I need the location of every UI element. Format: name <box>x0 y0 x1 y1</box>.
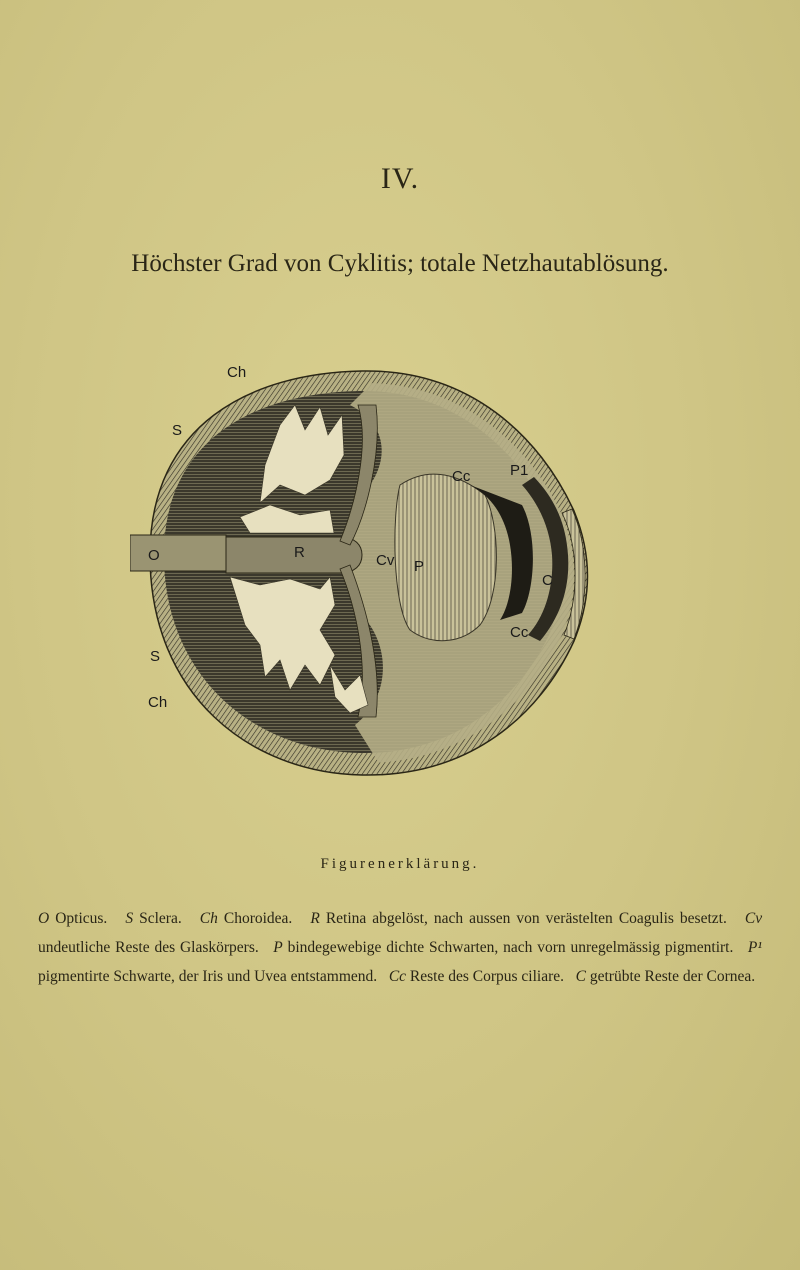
label-r: R <box>294 544 305 561</box>
legend-text <box>38 904 762 991</box>
eye-cross-section-figure <box>130 345 590 785</box>
legend-desc: bindegewebige dichte Schwarten, nach vorn unregelmässig pigmentirt. <box>287 939 734 956</box>
label-s-bottom: S <box>150 648 161 665</box>
membrane-schwarten <box>395 474 497 641</box>
label-cc-top: Cc <box>452 468 471 485</box>
legend-desc: getrübte Reste der Cornea. <box>589 968 756 985</box>
plate-number: IV. <box>380 162 420 195</box>
legend-key: S <box>125 910 134 927</box>
plate-title: Höchster Grad von Cyklitis; totale Netzhautablösung. <box>131 250 669 277</box>
legend-key: Cc <box>388 968 407 985</box>
legend-desc: Retina abgelöst, nach aussen von verästelten Coagulis besetzt. <box>325 910 727 927</box>
label-p1: P1 <box>510 462 529 479</box>
label-cv: Cv <box>376 552 395 569</box>
label-s-top: S <box>172 422 183 439</box>
legend-key: P <box>273 939 283 956</box>
label-c: C <box>542 572 553 589</box>
label-ch-top: Ch <box>227 364 247 381</box>
eye-cross-section-illustration <box>130 345 590 785</box>
legend-desc: Opticus. <box>55 910 108 927</box>
legend-heading: Figurenerklärung. <box>320 856 480 872</box>
legend-key: R <box>310 910 320 927</box>
legend-key: Ch <box>199 910 218 927</box>
legend-desc: undeutliche Reste des Glaskörpers. <box>38 939 259 956</box>
optic-nerve <box>130 535 226 571</box>
label-ch-bottom: Ch <box>148 694 168 711</box>
legend-desc: Choroidea. <box>223 910 293 927</box>
legend-key: O <box>38 910 50 927</box>
legend-desc: Reste des Corpus ciliare. <box>409 968 565 985</box>
legend-key: P¹ <box>747 939 763 956</box>
legend-desc: Sclera. <box>139 910 182 927</box>
label-p: P <box>414 558 425 575</box>
label-cc-bottom: Cc <box>510 624 529 641</box>
legend-key: Cv <box>744 910 763 927</box>
legend-key: C <box>575 968 586 985</box>
legend-desc: pigmentirte Schwarte, der Iris und Uvea entstammend. <box>38 968 378 985</box>
label-o: O <box>148 547 160 564</box>
